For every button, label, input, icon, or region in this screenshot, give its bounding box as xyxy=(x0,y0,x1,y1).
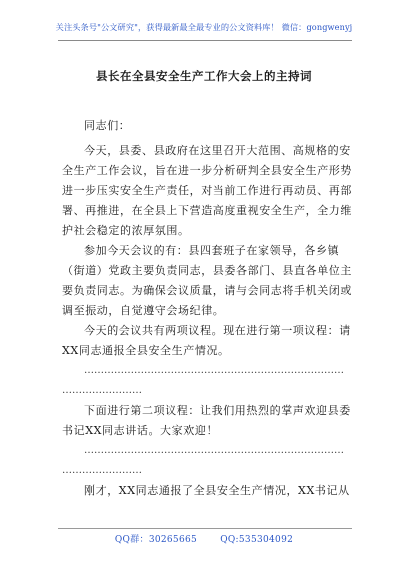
footer-contact xyxy=(0,532,408,545)
footer-qq-group: QQ群：30265665 xyxy=(114,535,198,545)
body-line: 署、再推进，在全县上下营造高度重视安全生产，全力维 xyxy=(62,204,352,217)
ellipsis-line: …………………… xyxy=(62,465,142,476)
footer-qq: QQ:535304092 xyxy=(220,535,294,545)
body-line: 要负责同志。为确保会议质量，请与会同志将手机关闭或 xyxy=(62,284,352,297)
body-line: 全生产工作会议，旨在进一步分析研判全县安全生产形势 xyxy=(62,164,352,177)
document-body xyxy=(62,141,352,501)
body-line: 今天，县委、县政府在这里召开大范围、高规格的安 xyxy=(84,144,351,157)
ellipsis-line: …………………………………………………………………… xyxy=(84,445,344,456)
body-line: 护社会稳定的浓厚氛围。 xyxy=(62,224,190,237)
header-note: 关注头条号"公文研究"，获得最新最全最专业的公文资料库！ 微信：gongwenyj xyxy=(55,22,353,32)
body-line: 进一步压实安全生产责任，对当前工作进行再动员、再部 xyxy=(62,184,352,197)
footer-divider xyxy=(58,528,352,529)
body-line: 参加今天会议的有：县四套班子在家领导，各乡镇 xyxy=(84,244,340,257)
body-line: 调至振动，自觉遵守会场纪律。 xyxy=(62,304,225,317)
body-line: （街道）党政主要负责同志，县委各部门、县直各单位主 xyxy=(62,264,352,277)
ellipsis-line: …………………………………………………………………… xyxy=(84,365,344,376)
ellipsis-line: …………………… xyxy=(62,385,142,396)
body-line: 今天的会议共有两项议程。现在进行第一项议程：请 xyxy=(84,324,351,337)
body-line: XX同志通报全县安全生产情况。 xyxy=(62,344,230,357)
header-divider xyxy=(58,40,352,41)
salutation-text: 同志们： xyxy=(84,119,131,132)
document-title: 县长在全县安全生产工作大会上的主持词 xyxy=(96,69,312,83)
body-line: 下面进行第二项议程：让我们用热烈的掌声欢迎县委 xyxy=(84,404,351,417)
document-salutation xyxy=(84,116,374,136)
body-line: 书记XX同志讲话。大家欢迎！ xyxy=(62,424,219,437)
body-line: 刚才，XX同志通报了全县安全生产情况，XX书记从 xyxy=(84,484,350,497)
